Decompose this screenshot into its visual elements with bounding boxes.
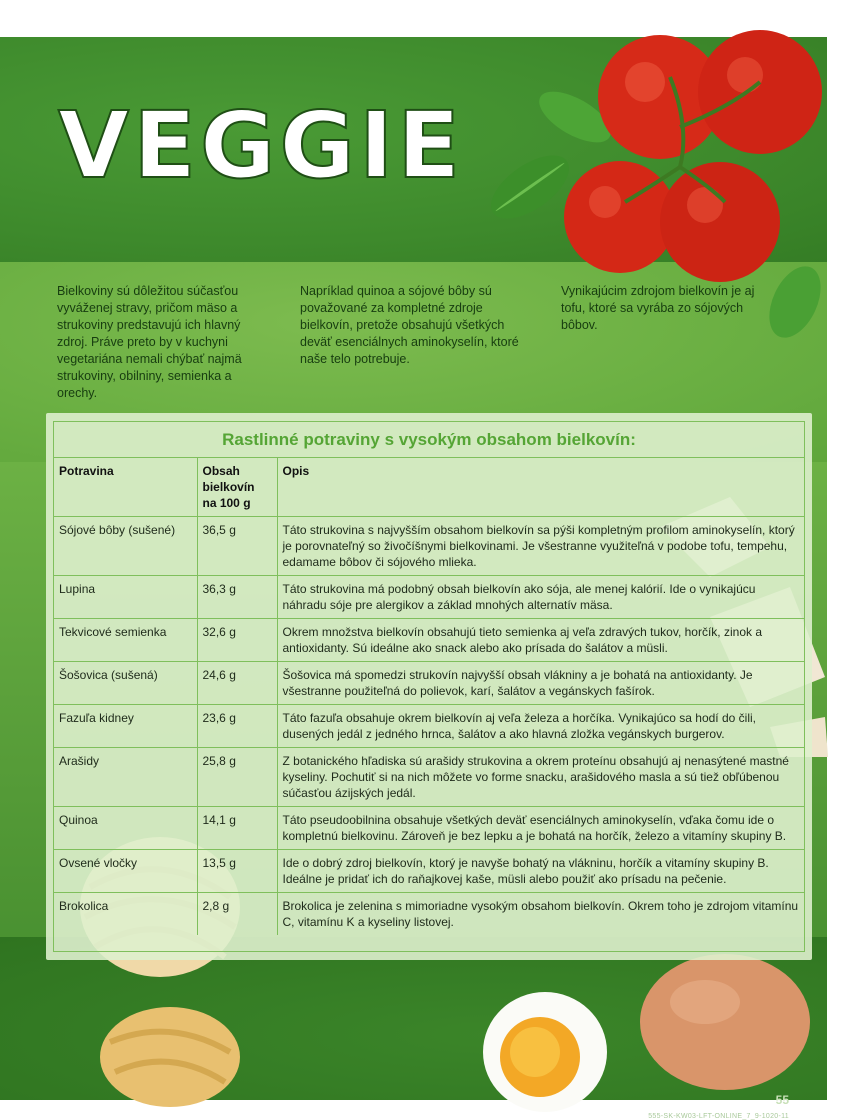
- cell-protein: 24,6 g: [197, 662, 277, 705]
- protein-table: [54, 458, 804, 935]
- page-number: 55: [775, 1093, 789, 1107]
- cell-description: Táto pseudoobilnina obsahuje všetkých deväť esenciálnych aminokyselín, vďaka čomu ide o kompletnú bielkovinu. Zároveň je bez lepku a je bohatá na horčík, železo a vitamíny skupiny B.: [277, 807, 804, 850]
- table-row: [54, 893, 804, 936]
- table-row: [54, 705, 804, 748]
- cell-description: Z botanického hľadiska sú arašidy strukovina a okrem proteínu obsahujú aj nenasýtené mastné kyseliny. Pochutiť si na nich môžete vo forme snacku, arašidového masla a sú tiež obľúbenou súčasťou ázijských jedál.: [277, 748, 804, 807]
- table-row: [54, 807, 804, 850]
- table-header-row: [54, 458, 804, 517]
- header-protein: Obsah bielkovín na 100 g: [197, 458, 277, 517]
- cell-food: Lupina: [54, 576, 197, 619]
- cell-protein: 32,6 g: [197, 619, 277, 662]
- cell-protein: 36,3 g: [197, 576, 277, 619]
- cell-food: Brokolica: [54, 893, 197, 936]
- cell-food: Sójové bôby (sušené): [54, 517, 197, 576]
- intro-paragraph-1: Bielkoviny sú dôležitou súčasťou vyváženej stravy, pričom mäso a strukoviny predstavujú ich hlavný zdroj. Práve preto by v kuchyni vegetariána nemali chýbať najmä strukoviny, obilniny, semienka a orechy.: [57, 284, 242, 400]
- page-title: VEGGIE: [58, 92, 465, 199]
- table-row: [54, 748, 804, 807]
- table-title: Rastlinné potraviny s vysokým obsahom bielkovín:: [54, 422, 804, 458]
- intro-paragraph-2: Napríklad quinoa a sójové bôby sú považované za kompletné zdroje bielkovín, pretože obsahujú všetkých deväť esenciálnych aminokyselín, ktoré naše telo potrebuje.: [300, 284, 519, 366]
- cell-protein: 14,1 g: [197, 807, 277, 850]
- cell-food: Arašidy: [54, 748, 197, 807]
- cell-food: Ovsené vločky: [54, 850, 197, 893]
- cell-food: Fazuľa kidney: [54, 705, 197, 748]
- table-row: [54, 619, 804, 662]
- cell-food: Tekvicové semienka: [54, 619, 197, 662]
- protein-table-frame: [53, 421, 805, 952]
- cell-description: Táto strukovina má podobný obsah bielkovín ako sója, ale menej kalórií. Ide o vynikajúcu náhradu sóje pre alergikov a základ mnohých alternatív mäsa.: [277, 576, 804, 619]
- cell-food: Šošovica (sušená): [54, 662, 197, 705]
- cell-description: Táto strukovina s najvyšším obsahom bielkovín sa pýši kompletným profilom aminokyselín, ktorý je porovnateľný so živočíšnymi bielkovinami. Je všestranne využiteľná v podobe tofu, tempehu, edamame bôbov či sójového mlieka.: [277, 517, 804, 576]
- table-row: [54, 850, 804, 893]
- cell-description: Ide o dobrý zdroj bielkovín, ktorý je navyše bohatý na vlákninu, horčík a vitamíny skupiny B. Ideálne je pridať ich do raňajkovej kaše, müsli alebo použiť ako prísadu na pečenie.: [277, 850, 804, 893]
- header-description: Opis: [277, 458, 804, 517]
- protein-table-card: [46, 413, 812, 960]
- eggs-decoration: [480, 957, 820, 1107]
- intro-paragraph-3: Vynikajúcim zdrojom bielkovín je aj tofu, ktoré sa vyrába zo sójových bôbov.: [561, 284, 755, 332]
- table-row: [54, 576, 804, 619]
- cell-description: Šošovica má spomedzi strukovín najvyšší obsah vlákniny a je bohatá na antioxidanty. Je všestranne použiteľná do polievok, karí, šalátov a vegánskych fašírok.: [277, 662, 804, 705]
- cell-food: Quinoa: [54, 807, 197, 850]
- table-row: [54, 517, 804, 576]
- cell-description: Táto fazuľa obsahuje okrem bielkovín aj veľa železa a horčíka. Vynikajúco sa hodí do čili, dusených jedál z jedného hrnca, šalátov a ako hlavná zložka vegánskych burgerov.: [277, 705, 804, 748]
- cell-protein: 13,5 g: [197, 850, 277, 893]
- cell-protein: 2,8 g: [197, 893, 277, 936]
- footer-code: 555-SK-KW03-LFT-ONLINE_7_9-1020-11: [648, 1113, 789, 1120]
- cell-protein: 36,5 g: [197, 517, 277, 576]
- cell-protein: 25,8 g: [197, 748, 277, 807]
- cell-description: Brokolica je zelenina s mimoriadne vysokým obsahom bielkovín. Okrem toho je zdrojom vitamínu C, vitamínu K a kyseliny listovej.: [282, 899, 799, 929]
- table-row: [54, 662, 804, 705]
- header-food: Potravina: [54, 458, 197, 517]
- cell-description: Okrem množstva bielkovín obsahujú tieto semienka aj veľa zdravých tukov, horčík, zinok a antioxidanty. Sú ideálne ako snack alebo ako prísada do šalátov a müsli.: [277, 619, 804, 662]
- cell-protein: 23,6 g: [197, 705, 277, 748]
